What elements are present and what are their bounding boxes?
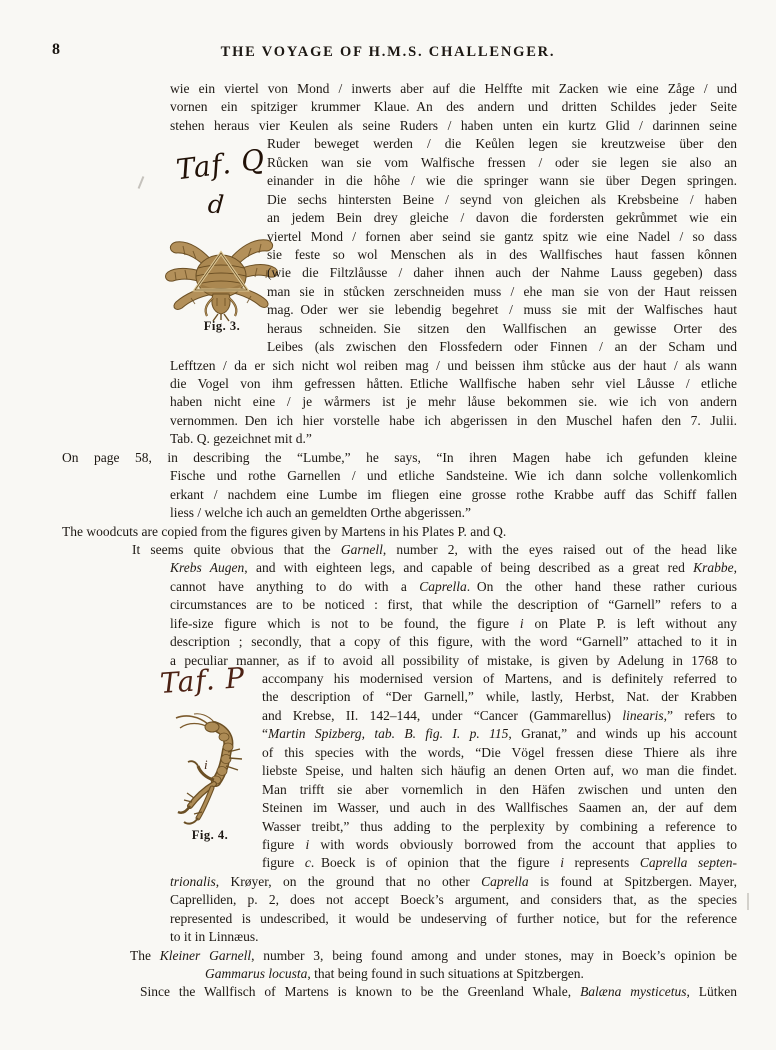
text-line: man sie in stůcken zerschneiden muss / ehe man sie von der Haut reissen	[267, 283, 737, 299]
text-line: Die sechs hintersten Beine / seynd von gleichen als Krebsbeine / haben	[267, 191, 737, 207]
text-line: erkant / nachdem eine Lumbe im fliegen eine grosse rothe Krabbe auff das Schiff fallen	[170, 486, 737, 502]
text-line: Krebs Augen, and with eighteen legs, and capable of being described as a great red Krabbe,	[170, 560, 737, 576]
text-line: figure c. Boeck is of opinion that the figure i represents Caprella septen-	[262, 855, 737, 871]
text-line: description ; secondly, that a copy of this figure, with the word “Garnell” attached to it in	[170, 634, 737, 650]
text-line: represented is undescribed, it would be undeserving of further notice, but for the reference	[170, 910, 737, 926]
text-line: Lefftzen / da er sich nicht wol reiben mag / und beissen ihm stůcke aus der haut / als wann	[170, 357, 737, 373]
text-line: (wie die Filtzlåusse / daher ihnen auch der Nahme Lauss gegeben) dass	[267, 265, 737, 281]
handwritten-plate-label-q: Taf. Q	[174, 142, 268, 187]
text-line: liebste Speise, und halten sich häufig an denen Orten auf, wo man die findet.	[262, 763, 737, 779]
text-line: an jedem Bein drey gleiche / davon die fordersten gekrůmmet wie ein	[267, 210, 737, 226]
text-line: of this species with the words, “Die Vögel fressen diese Thiere als ihre	[262, 744, 737, 760]
text-line: die Vogel von ihm gefressen håtten. Etliche Wallfische haben sehr viel Låusse / etliche	[170, 376, 737, 391]
text-line: stehen heraus vier Keulen als seine Ruders / haben unten ein kurtz Glid / darinnen seine	[170, 117, 737, 133]
text-line: Růcken wan sie vom Walfische fressen / oder sie legen sie also an	[267, 154, 737, 170]
text-line: Wasser treibt,” thus adding to the perplexity by combining a reference to	[262, 818, 737, 834]
text-line: Ruder beweget werden / die Keůlen legen sie kreutzweise über den	[267, 136, 737, 152]
scan-artifact	[747, 893, 749, 910]
text-line: heraus schneiden. Sie sitzen den Wallfischen an gewisse Orter des	[267, 320, 737, 336]
text-line: the description of “Der Garnell,” while, lastly, Herbst, Nat. der Krabben	[262, 689, 737, 705]
text-line: einander in die hôhe / wie die springer wann sie über Degen springen.	[267, 173, 737, 189]
handwritten-figure-letter-i: i	[204, 757, 208, 772]
text-line: circumstances are to be noticed : first, that while the description of “Garnell” refers to a	[170, 597, 737, 613]
page-title: THE VOYAGE OF H.M.S. CHALLENGER.	[220, 44, 556, 60]
handwritten-figure-letter-d: d	[207, 189, 226, 220]
text-line: vornen ein spitziger krummer Klaue. An des andern und dritten Schildes jeder Seite	[170, 99, 737, 115]
text-line: haben nicht eine / je wårmers ist je mehr låuse bekommen sie. wie ich von andern	[170, 394, 737, 410]
text-line: The Kleiner Garnell, number 3, being found among and under stones, may in Boeck’s opinion be	[130, 947, 737, 963]
text-line: trionalis, Krøyer, on the ground that no other Caprella is found at Spitzbergen. Mayer,	[170, 873, 737, 889]
text-line: Caprelliden, p. 2, does not accept Boeck’s argument, and considers that, as the species	[170, 892, 737, 908]
text-line: Since the Wallfisch of Martens is known to be the Greenland Whale, Balæna mysticetus, Lütken	[140, 984, 737, 1000]
text-line: cannot have anything to do with a Caprella. On the other hand these rather curious	[170, 578, 737, 594]
handwritten-plate-label-p: Taf. P	[158, 661, 247, 700]
page-number: 8	[52, 41, 61, 58]
text-line: figure i with words obviously borrowed from the account that applies to	[262, 836, 737, 852]
text-line: liess / welche ich auch an gemeldten Orthe abgerissen.”	[170, 505, 472, 521]
body-text	[62, 80, 737, 1002]
text-line: Gammarus locusta, that being found in such situations at Spitzbergen.	[205, 966, 584, 981]
text-line: viertel Mond / fornen aber seind sie gantz spitz wie eine Nadel / so dass	[267, 228, 737, 244]
text-line: Tab. Q. gezeichnet mit d.”	[170, 431, 312, 447]
text-line: vernommen. Den ich hier vorstelle habe ich abgerissen in den Muschel hafen den 7. Julii.	[170, 412, 737, 428]
text-line: On page 58, in describing the “Lumbe,” he says, “In ihren Magen habe ich gefunden kleine	[62, 449, 737, 465]
text-line: sie feste so wol Menschen als in des Wallfisches haut fassen kônnen	[267, 246, 737, 262]
text-line: to it in Linnæus.	[170, 929, 259, 945]
fig3-caption: Fig. 3.	[203, 319, 241, 333]
text-line: Fische und rothe Garnellen / und etliche Sandsteine. Wie ich dann solche vollenkomlich	[170, 468, 737, 484]
text-line: a peculiar manner, as if to avoid all possibility of mistake, is given by Adelung in 1768 to	[170, 652, 737, 668]
text-line: accompany his modernised version of Martens, and is definitely referred to	[262, 671, 737, 686]
text-line: Leibes (als zwischen den Flossfedern oder Finnen / an der Scham und	[267, 339, 737, 355]
text-line: Man trifft sie aber vornemlich in den Häfen zwischen und unten den	[262, 781, 737, 797]
text-line: It seems quite obvious that the Garnell, number 2, with the eyes raised out of the head like	[132, 541, 737, 557]
text-line: Steinen im Wasser, und auch in des Wallfisches Saamen an, der auf dem	[262, 800, 737, 816]
text-line: The woodcuts are copied from the figures given by Martens in his Plates P. and Q.	[62, 523, 507, 539]
text-line: life-size figure which is not to be found, the figure i on Plate P. is left without any	[170, 615, 737, 631]
text-line: “Martin Spizberg, tab. B. fig. I. p. 115, Granat,” and winds up his account	[262, 726, 737, 742]
fig4-caption: Fig. 4.	[191, 828, 229, 842]
text-line: wie ein viertel von Mond / inwerts aber auf die Helffte mit Zacken wie eine Zåge / und	[170, 81, 737, 96]
text-line: mag. Oder wer sie lebendig begehret / muss sie mit der Walfisches haut	[267, 302, 737, 318]
text-line: and Krebse, II. 142–144, under “Cancer (Gammarellus) linearis,” refers to	[262, 707, 737, 723]
